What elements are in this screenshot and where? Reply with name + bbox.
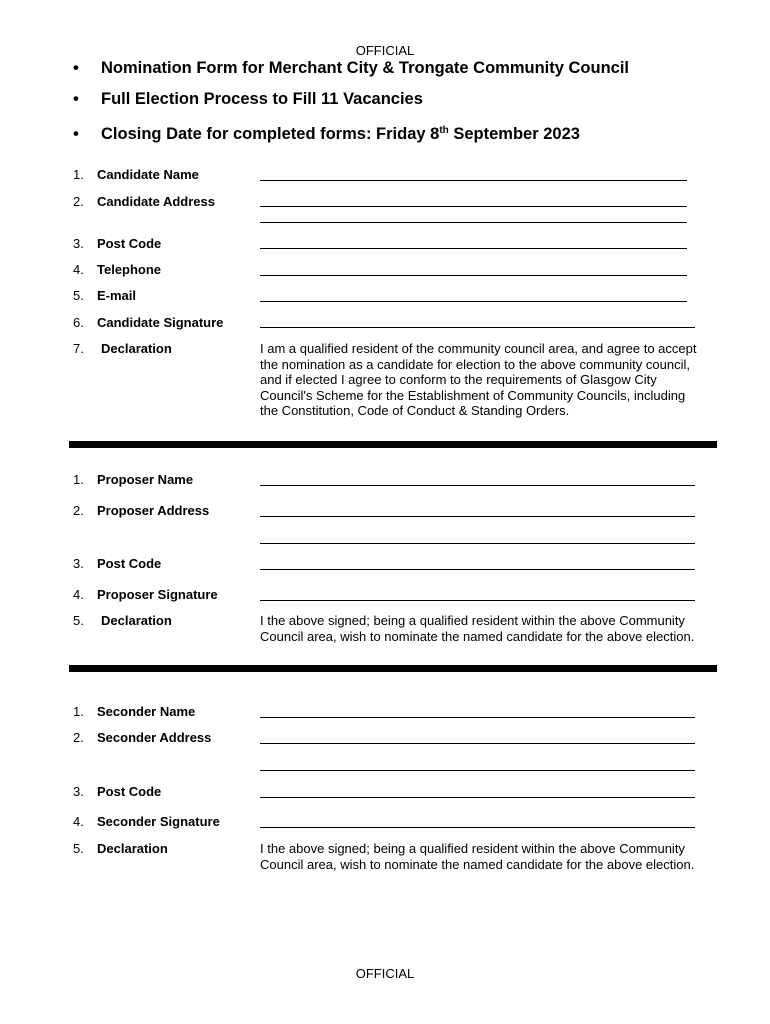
candidate-email-number: 5. (73, 288, 84, 303)
seconder-postcode-number: 3. (73, 784, 84, 799)
candidate-telephone-field[interactable] (260, 275, 687, 276)
seconder-address-field-line1[interactable] (260, 743, 695, 744)
candidate-telephone-label: Telephone (97, 262, 162, 277)
bullet-dot-icon: • (73, 59, 79, 77)
candidate-declaration-label: Declaration (101, 341, 172, 356)
proposer-address-number: 2. (73, 503, 84, 518)
bullet-closing-date (0, 125, 770, 145)
section-divider (69, 665, 717, 672)
proposer-postcode-label: Post Code (97, 556, 162, 571)
proposer-name-field[interactable] (260, 485, 695, 486)
seconder-signature-field[interactable] (260, 827, 695, 828)
seconder-signature-number: 4. (73, 814, 84, 829)
candidate-postcode-number: 3. (73, 236, 84, 251)
candidate-name-number: 1. (73, 167, 84, 182)
proposer-declaration-label: Declaration (101, 613, 172, 628)
seconder-declaration-label: Declaration (97, 841, 168, 856)
candidate-telephone-number: 4. (73, 262, 84, 277)
proposer-signature-field[interactable] (260, 600, 695, 601)
closing-date-text: Closing Date for completed forms: Friday 8 (101, 125, 440, 143)
seconder-address-number: 2. (73, 730, 84, 745)
seconder-postcode-field[interactable] (260, 797, 695, 798)
seconder-declaration-number: 5. (73, 841, 84, 856)
proposer-postcode-field[interactable] (260, 569, 695, 570)
seconder-signature-label: Seconder Signature (97, 814, 220, 829)
candidate-signature-field[interactable] (260, 327, 695, 328)
candidate-name-label: Candidate Name (97, 167, 199, 182)
bullet-election-process (0, 90, 770, 110)
bullet-text (101, 125, 580, 144)
candidate-email-label: E-mail (97, 288, 137, 303)
proposer-name-label: Proposer Name (97, 472, 194, 487)
section-divider (69, 441, 717, 448)
candidate-declaration-text: I am a qualified resident of the community council area, and agree to accept the nomination as a candidate for election to the above community council, and if elected I agree to conform to the requirements of Glasgow City Council's Scheme for the Establishment of Community Councils, including the Constitution, Code of Conduct & Standing Orders. (260, 341, 697, 418)
candidate-address-field-line2[interactable] (260, 222, 687, 223)
bullet-dot-icon: • (73, 90, 79, 108)
proposer-address-field-line1[interactable] (260, 516, 695, 517)
seconder-name-label: Seconder Name (97, 704, 196, 719)
closing-date-ordinal: th (439, 125, 449, 136)
candidate-email-field[interactable] (260, 301, 687, 302)
proposer-name-number: 1. (73, 472, 84, 487)
candidate-name-field[interactable] (260, 180, 687, 181)
candidate-address-field-line1[interactable] (260, 206, 687, 207)
header-official-label: OFFICIAL (355, 43, 415, 58)
proposer-address-label: Proposer Address (97, 503, 210, 518)
seconder-address-field-line2[interactable] (260, 770, 695, 771)
seconder-postcode-label: Post Code (97, 784, 162, 799)
proposer-postcode-number: 3. (73, 556, 84, 571)
closing-date-month: September 2023 (448, 125, 580, 143)
seconder-address-label: Seconder Address (97, 730, 212, 745)
seconder-name-number: 1. (73, 704, 84, 719)
candidate-address-label: Candidate Address (97, 194, 215, 209)
bullet-dot-icon: • (73, 125, 79, 143)
bullet-text: Full Election Process to Fill 11 Vacancies (101, 90, 423, 108)
candidate-address-number: 2. (73, 194, 84, 209)
bullet-text: Nomination Form for Merchant City & Trongate Community Council (101, 59, 630, 77)
candidate-postcode-label: Post Code (97, 236, 162, 251)
proposer-address-field-line2[interactable] (260, 543, 695, 544)
footer-official-label: OFFICIAL (355, 966, 415, 981)
bullet-form-title (0, 59, 770, 79)
candidate-postcode-field[interactable] (260, 248, 687, 249)
proposer-declaration-number: 5. (73, 613, 84, 628)
seconder-name-field[interactable] (260, 717, 695, 718)
proposer-declaration-text: I the above signed; being a qualified resident within the above Community Council area, wish to nominate the named candidate for the above election. (260, 613, 695, 644)
candidate-signature-number: 6. (73, 315, 84, 330)
seconder-declaration-text: I the above signed; being a qualified resident within the above Community Council area, wish to nominate the named candidate for the above election. (260, 841, 695, 872)
proposer-signature-number: 4. (73, 587, 84, 602)
candidate-signature-label: Candidate Signature (97, 315, 224, 330)
proposer-signature-label: Proposer Signature (97, 587, 218, 602)
candidate-declaration-number: 7. (73, 341, 84, 356)
